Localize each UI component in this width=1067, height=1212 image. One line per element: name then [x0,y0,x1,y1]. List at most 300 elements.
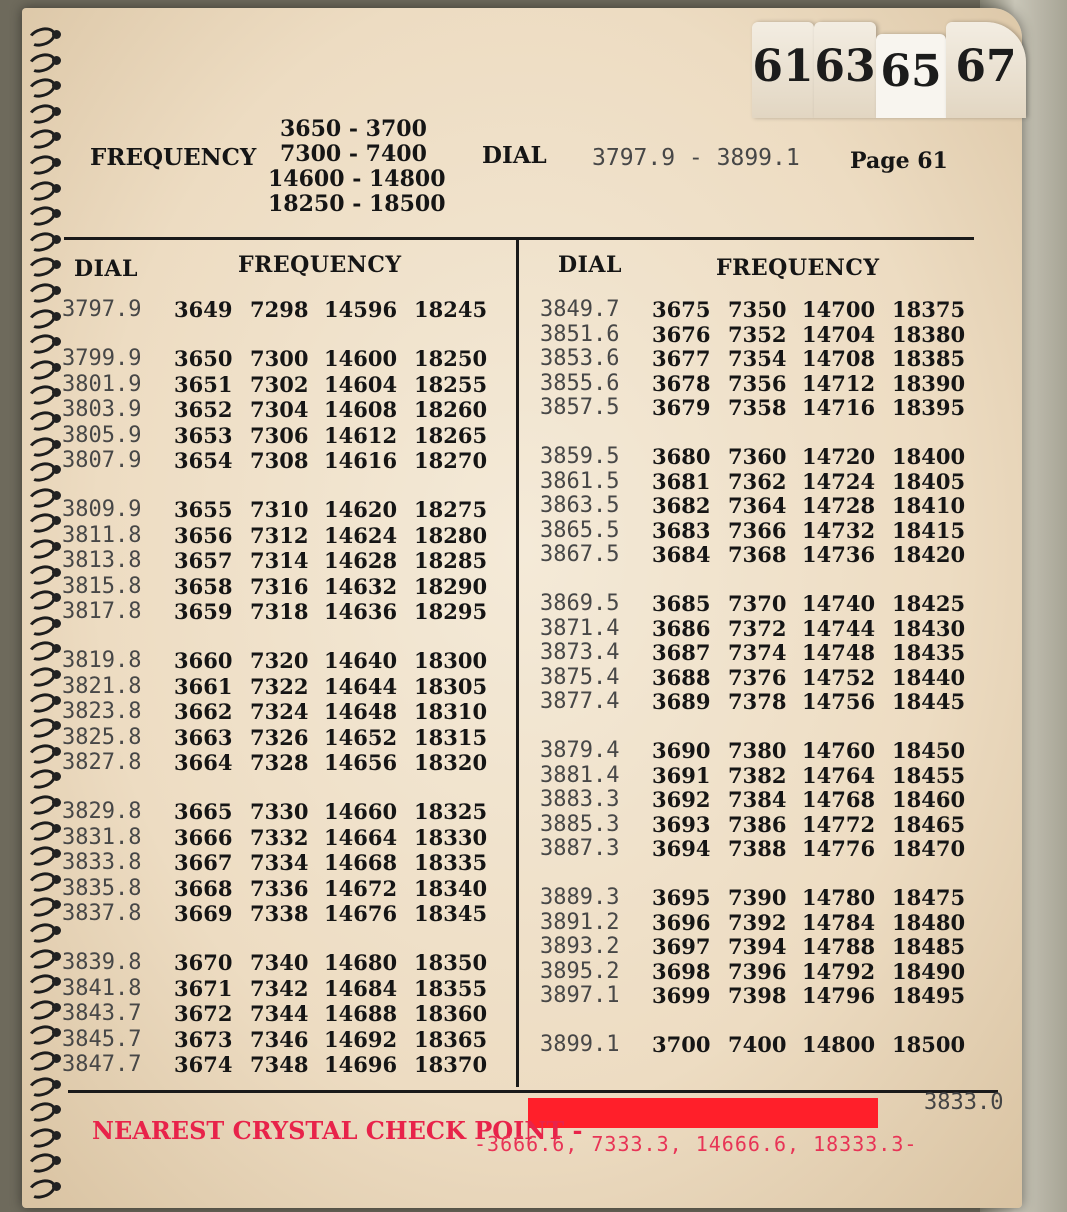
table-row [540,591,980,616]
tab-65[interactable]: 65 [876,34,946,118]
frequency-value: 3666 [174,824,233,850]
spiral-binding [22,28,56,1208]
dial-value: 3857.5 [540,395,620,421]
frequency-value: 14712 [802,370,876,396]
dial-value: 3845.7 [62,1026,142,1052]
table-row [540,665,980,690]
frequency-value: 3672 [174,1001,233,1027]
punch-hole [52,824,61,833]
frequency-value: 14760 [802,738,876,763]
frequency-value: 14720 [802,444,876,469]
frequency-value: 7386 [728,811,787,837]
table-row [62,901,502,926]
dial-value: 3797.9 [62,297,142,322]
frequency-value: 7328 [250,750,309,775]
dial-value: 3847.7 [62,1052,142,1077]
dial-value: 3799.9 [62,346,142,372]
dial-value: 3837.8 [62,901,142,926]
frequency-value: 14740 [802,591,876,616]
frequency-value: 14692 [324,1026,398,1052]
frequency-value: 18490 [892,958,966,984]
frequency-value: 18285 [414,548,488,574]
punch-hole [52,363,61,372]
frequency-value: 18300 [414,648,488,674]
punch-hole [52,568,61,577]
tab-61[interactable]: 61 [752,22,814,118]
punch-hole [52,491,61,500]
frequency-value: 7370 [728,591,787,616]
frequency-value: 7358 [728,395,787,421]
dial-value: 3855.6 [540,370,620,396]
table-row [540,885,980,910]
frequency-value: 14664 [324,824,398,850]
frequency-value: 14672 [324,875,398,901]
frequency-value: 14600 [324,346,398,372]
frequency-value: 7326 [250,724,309,750]
frequency-value: 14764 [802,762,876,788]
frequency-value: 3671 [174,975,233,1001]
table-row [62,397,502,422]
table-row [62,297,502,322]
frequency-value: 3696 [652,909,711,935]
frequency-value: 7346 [250,1026,309,1052]
dial-value: 3811.8 [62,522,142,548]
frequency-value: 3652 [174,397,233,423]
right-frequency-header: FREQUENCY [716,255,880,281]
punch-hole [52,132,61,141]
frequency-value: 7362 [728,468,787,494]
dial-range: 3797.9 - 3899.1 [592,145,800,171]
frequency-value: 7344 [250,1001,309,1027]
dial-value: 3827.8 [62,750,142,775]
column-divider [516,237,519,1087]
frequency-value: 18470 [892,836,966,862]
frequency-value: 3649 [174,297,233,322]
frequency-value: 3660 [174,648,233,674]
frequency-value: 7350 [728,297,787,322]
dial-value: 3879.4 [540,738,620,763]
frequency-value: 7304 [250,397,309,423]
dial-value: 3859.5 [540,444,620,469]
punch-hole [52,593,61,602]
dial-label: DIAL [482,142,547,169]
frequency-value: 18310 [414,699,488,725]
frequency-range-1: 3650 - 3700 [280,116,427,142]
frequency-value: 3687 [652,640,711,666]
frequency-value: 18245 [414,297,488,322]
frequency-value: 7318 [250,599,309,624]
frequency-value: 7300 [250,346,309,372]
frequency-value: 3691 [652,762,711,788]
punch-hole [52,670,61,679]
table-row [62,1027,502,1052]
frequency-value: 18315 [414,724,488,750]
table-row [62,825,502,850]
table-row [62,850,502,875]
frequency-value: 7364 [728,493,787,519]
punch-hole [52,1003,61,1012]
frequency-value: 7330 [250,799,309,825]
frequency-value: 18440 [892,664,966,690]
punch-hole [52,772,61,781]
frequency-value: 18385 [892,346,966,372]
punch-hole [52,260,61,269]
frequency-value: 7360 [728,444,787,469]
frequency-value: 14660 [324,799,398,825]
frequency-value: 3690 [652,738,711,763]
frequency-value: 3681 [652,468,711,494]
frequency-value: 18395 [892,395,966,421]
frequency-value: 7308 [250,448,309,473]
frequency-value: 7390 [728,885,787,910]
frequency-value: 14776 [802,836,876,862]
frequency-value: 14768 [802,787,876,813]
frequency-value: 3675 [652,297,711,322]
frequency-value: 14784 [802,909,876,935]
frequency-value: 14612 [324,422,398,448]
frequency-value: 14636 [324,599,398,624]
frequency-value: 14604 [324,371,398,397]
dial-value: 3819.8 [62,648,142,674]
dial-value: 3823.8 [62,699,142,725]
frequency-value: 14616 [324,448,398,473]
frequency-value: 3689 [652,689,711,715]
frequency-value: 7396 [728,958,787,984]
dial-value: 3885.3 [540,811,620,837]
table-row [540,787,980,812]
crystal-check-values: -3666.6, 7333.3, 14666.6, 18333.3- [474,1132,918,1156]
frequency-value: 3698 [652,958,711,984]
table-row [62,976,502,1001]
table-row [62,599,502,624]
dial-value: 3889.3 [540,885,620,910]
punch-hole [52,158,61,167]
frequency-value: 7342 [250,975,309,1001]
frequency-value: 3673 [174,1026,233,1052]
punch-hole [52,542,61,551]
frequency-value: 7374 [728,640,787,666]
frequency-value: 3653 [174,422,233,448]
frequency-value: 18415 [892,517,966,543]
frequency-value: 18360 [414,1001,488,1027]
punch-hole [52,516,61,525]
punch-hole [52,721,61,730]
table-row [540,346,980,371]
punch-hole [52,107,61,116]
frequency-value: 14748 [802,640,876,666]
frequency-value: 3661 [174,673,233,699]
frequency-value: 7388 [728,836,787,862]
frequency-value: 18345 [414,901,488,926]
frequency-value: 14728 [802,493,876,519]
dial-value: 3805.9 [62,422,142,448]
dial-value: 3841.8 [62,975,142,1001]
table-row [62,950,502,975]
frequency-value: 18475 [892,885,966,910]
dial-value: 3865.5 [540,517,620,543]
dial-value: 3875.4 [540,664,620,690]
dial-value: 3869.5 [540,591,620,616]
frequency-value: 14700 [802,297,876,322]
dial-value: 3877.4 [540,689,620,715]
frequency-value: 18410 [892,493,966,519]
frequency-value: 14640 [324,648,398,674]
dial-value: 3801.9 [62,371,142,397]
frequency-value: 14756 [802,689,876,715]
punch-hole [52,619,61,628]
frequency-value: 3651 [174,371,233,397]
frequency-value: 3686 [652,615,711,641]
frequency-value: 18260 [414,397,488,423]
frequency-value: 3680 [652,444,711,469]
left-dial-header: DIAL [74,256,138,282]
frequency-value: 14732 [802,517,876,543]
frequency-value: 18375 [892,297,966,322]
dial-value: 3809.9 [62,497,142,523]
punch-hole [52,184,61,193]
table-row [540,983,980,1008]
punch-hole [52,1156,61,1165]
table-row [540,493,980,518]
frequency-value: 14704 [802,321,876,347]
frequency-value: 14620 [324,497,398,523]
frequency-value: 7348 [250,1052,309,1077]
table-row [62,876,502,901]
frequency-range-3: 14600 - 14800 [268,166,446,192]
frequency-value: 18325 [414,799,488,825]
table-row [62,648,502,673]
frequency-value: 18290 [414,573,488,599]
frequency-value: 3658 [174,573,233,599]
punch-hole [52,900,61,909]
table-row [540,542,980,567]
frequency-value: 18450 [892,738,966,763]
frequency-value: 14708 [802,346,876,372]
punch-hole [52,798,61,807]
frequency-value: 18320 [414,750,488,775]
frequency-value: 18380 [892,321,966,347]
frequency-value: 14780 [802,885,876,910]
dial-value: 3893.2 [540,934,620,960]
frequency-value: 7334 [250,850,309,876]
frequency-value: 3695 [652,885,711,910]
frequency-value: 14724 [802,468,876,494]
dial-value: 3851.6 [540,321,620,347]
frequency-value: 18430 [892,615,966,641]
dial-value: 3803.9 [62,397,142,423]
frequency-value: 7324 [250,699,309,725]
table-row [62,1001,502,1026]
table-row [62,674,502,699]
frequency-value: 7380 [728,738,787,763]
punch-hole [52,696,61,705]
frequency-value: 3682 [652,493,711,519]
table-row [540,469,980,494]
frequency-value: 3676 [652,321,711,347]
frequency-value: 18460 [892,787,966,813]
frequency-value: 14596 [324,297,398,322]
frequency-value: 18425 [892,591,966,616]
dial-value: 3853.6 [540,346,620,372]
punch-hole [52,1131,61,1140]
frequency-value: 7310 [250,497,309,523]
punch-hole [52,81,61,90]
punch-hole [52,952,61,961]
punch-hole [52,235,61,244]
frequency-value: 7332 [250,824,309,850]
frequency-value: 18340 [414,875,488,901]
table-row [62,497,502,522]
punch-hole [52,337,61,346]
dial-value: 3887.3 [540,836,620,862]
frequency-value: 3683 [652,517,711,543]
frequency-value: 3654 [174,448,233,473]
dial-value: 3883.3 [540,787,620,813]
table-row [540,297,980,322]
punch-hole [52,1028,61,1037]
frequency-value: 14788 [802,934,876,960]
frequency-value: 7316 [250,573,309,599]
frequency-value: 18355 [414,975,488,1001]
frequency-value: 7368 [728,542,787,568]
table-row [62,574,502,599]
frequency-value: 14608 [324,397,398,423]
frequency-value: 18400 [892,444,966,469]
frequency-value: 3668 [174,875,233,901]
dial-value: 3871.4 [540,615,620,641]
frequency-value: 3656 [174,522,233,548]
frequency-value: 18295 [414,599,488,624]
frequency-value: 14772 [802,811,876,837]
frequency-value: 14744 [802,615,876,641]
frequency-value: 14684 [324,975,398,1001]
punch-hole [52,747,61,756]
right-dial-header: DIAL [558,252,622,278]
frequency-value: 18480 [892,909,966,935]
frequency-value: 7306 [250,422,309,448]
punch-hole [52,977,61,986]
frequency-value: 18485 [892,934,966,960]
frequency-value: 18435 [892,640,966,666]
table-row [540,616,980,641]
frequency-value: 18455 [892,762,966,788]
frequency-value: 14792 [802,958,876,984]
frequency-value: 7354 [728,346,787,372]
frequency-value: 18330 [414,824,488,850]
frequency-value: 18275 [414,497,488,523]
frequency-value: 7366 [728,517,787,543]
frequency-value: 14796 [802,983,876,1009]
frequency-value: 3693 [652,811,711,837]
frequency-value: 3663 [174,724,233,750]
table-row [62,448,502,473]
punch-hole [52,644,61,653]
frequency-value: 3659 [174,599,233,624]
frequency-value: 18350 [414,950,488,976]
frequency-value: 18280 [414,522,488,548]
frequency-value: 7338 [250,901,309,926]
dial-value: 3881.4 [540,762,620,788]
frequency-value: 7376 [728,664,787,690]
frequency-value: 3694 [652,836,711,862]
dial-value: 3833.8 [62,850,142,876]
frequency-value: 7352 [728,321,787,347]
dial-value: 3839.8 [62,950,142,976]
frequency-value: 18500 [892,1032,966,1057]
frequency-value: 3662 [174,699,233,725]
table-row [62,372,502,397]
table-row [540,371,980,396]
frequency-value: 14652 [324,724,398,750]
frequency-value: 7400 [728,1032,787,1057]
table-row [540,738,980,763]
frequency-value: 3688 [652,664,711,690]
dial-value: 3821.8 [62,673,142,699]
frequency-value: 3650 [174,346,233,372]
table-row [540,910,980,935]
tab-63[interactable]: 63 [814,22,876,118]
dial-value: 3807.9 [62,448,142,473]
frequency-value: 18250 [414,346,488,372]
table-row [540,959,980,984]
frequency-value: 7378 [728,689,787,715]
table-row [62,699,502,724]
dial-value: 3835.8 [62,875,142,901]
frequency-value: 3670 [174,950,233,976]
frequency-value: 3692 [652,787,711,813]
tab-67[interactable]: 67 [946,22,1026,118]
frequency-value: 18420 [892,542,966,568]
table-row [62,799,502,824]
punch-hole [52,56,61,65]
frequency-value: 7320 [250,648,309,674]
table-row [62,346,502,371]
frequency-value: 7398 [728,983,787,1009]
punch-hole [52,209,61,218]
frequency-value: 7298 [250,297,309,322]
frequency-value: 7322 [250,673,309,699]
punch-hole [52,388,61,397]
frequency-value: 14644 [324,673,398,699]
table-top-rule [64,237,974,240]
dial-value: 3891.2 [540,909,620,935]
notebook-page [22,8,1022,1208]
frequency-value: 3697 [652,934,711,960]
frequency-value: 18255 [414,371,488,397]
punch-hole [52,1080,61,1089]
dial-value: 3899.1 [540,1032,620,1057]
frequency-value: 7392 [728,909,787,935]
frequency-value: 18305 [414,673,488,699]
dial-value: 3863.5 [540,493,620,519]
punch-hole [52,926,61,935]
nearest-crystal-label: NEAREST CRYSTAL CHECK POINT - [92,1116,583,1145]
frequency-value: 14716 [802,395,876,421]
frequency-value: 7336 [250,875,309,901]
table-row [540,763,980,788]
frequency-value: 18465 [892,811,966,837]
frequency-value: 14648 [324,699,398,725]
frequency-value: 7314 [250,548,309,574]
frequency-value: 14628 [324,548,398,574]
frequency-value: 18270 [414,448,488,473]
frequency-value: 3699 [652,983,711,1009]
frequency-value: 3685 [652,591,711,616]
frequency-value: 3655 [174,497,233,523]
frequency-value: 3669 [174,901,233,926]
dial-value: 3861.5 [540,468,620,494]
frequency-value: 7340 [250,950,309,976]
